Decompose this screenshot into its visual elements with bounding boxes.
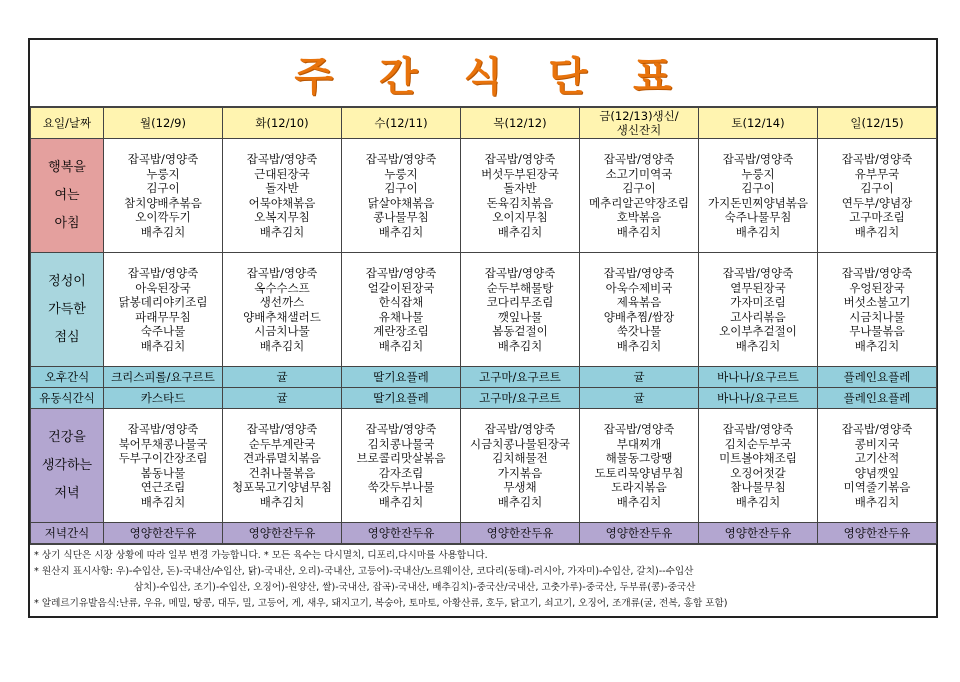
menu-item: 잡곡밥/영양죽 bbox=[127, 266, 199, 280]
menu-item: 시금치콩나물된장국 bbox=[470, 436, 570, 451]
menu-item: 미역줄기볶음 bbox=[843, 480, 911, 494]
breakfast-menu-cell bbox=[818, 139, 937, 253]
note-line: 삼치)-수입산, 조기)-수입산, 오징어)-원양산, 쌀)-국내산, 잡곡)-국내산, 배추김치)-중국산/국내산, 고춧가루)-중국산, 두부류(콩)-중국산 bbox=[134, 582, 696, 593]
breakfast-label bbox=[31, 139, 104, 253]
menu-item: 배추김치 bbox=[616, 338, 662, 353]
menu-item: 닭봉데리야키조림 bbox=[118, 295, 208, 309]
menu-item: 무생채 bbox=[503, 480, 537, 494]
menu-item: 잡곡밥/영양죽 bbox=[484, 422, 556, 436]
menu-item: 도토리묵양념무침 bbox=[594, 465, 684, 480]
breakfast-menu-cell bbox=[580, 139, 699, 253]
day-header: 월(12/9) bbox=[104, 108, 223, 139]
menu-item: 잡곡밥/영양죽 bbox=[841, 152, 913, 166]
menu-item: 오이부추겉절이 bbox=[719, 324, 797, 338]
menu-item: 건취나물볶음 bbox=[248, 465, 316, 480]
dinner-label bbox=[31, 409, 104, 523]
label-line: 저녁 bbox=[54, 485, 80, 501]
menu-item: 봄동나물 bbox=[140, 465, 186, 480]
day-header: 금(12/13)생신/ 생신잔치 bbox=[580, 108, 699, 139]
liquid-snack-cell: 딸기요플레 bbox=[342, 388, 461, 409]
evening-snack-label: 저녁간식 bbox=[31, 523, 104, 544]
menu-item: 잡곡밥/영양죽 bbox=[365, 422, 437, 436]
menu-item: 양배추채샐러드 bbox=[243, 309, 321, 324]
dinner-menu-cell bbox=[818, 409, 937, 523]
menu-item: 돌자반 bbox=[503, 181, 537, 195]
label-line: 행복을 bbox=[48, 159, 86, 175]
menu-item: 고구마조림 bbox=[849, 210, 905, 224]
afternoon-snack-cell: 딸기요플레 bbox=[342, 367, 461, 388]
menu-item: 파래무무침 bbox=[135, 309, 191, 324]
menu-item: 가지볶음 bbox=[497, 465, 543, 480]
dinner-menu-cell bbox=[104, 409, 223, 523]
dinner-menu-cell bbox=[342, 409, 461, 523]
dinner-menu-cell bbox=[699, 409, 818, 523]
dinner-menu-cell bbox=[580, 409, 699, 523]
menu-item: 김구이 bbox=[384, 181, 418, 195]
menu-item: 김구이 bbox=[741, 181, 775, 195]
menu-item: 제육볶음 bbox=[616, 295, 662, 309]
afternoon-snack-row bbox=[31, 367, 937, 388]
menu-item: 배추김치 bbox=[735, 494, 781, 509]
note-line: * 상기 식단은 시장 상황에 따라 일부 변경 가능합니다. * 모든 육수는 다시멸치, 디포리,다시마를 사용합니다. bbox=[34, 550, 488, 561]
evening-snack-cell: 영양한잔두유 bbox=[580, 523, 699, 544]
page-title: 주간식단표 bbox=[294, 53, 718, 100]
menu-item: 배추김치 bbox=[140, 224, 186, 239]
menu-item: 쑥갓나물 bbox=[616, 324, 662, 338]
menu-item: 청포묵고기양념무침 bbox=[232, 480, 332, 494]
evening-snack-cell: 영양한잔두유 bbox=[342, 523, 461, 544]
menu-item: 메추리알곤약장조림 bbox=[589, 195, 689, 210]
menu-item: 김구이 bbox=[146, 181, 180, 195]
menu-item: 배추김치 bbox=[259, 224, 305, 239]
menu-item: 닭살야채볶음 bbox=[367, 195, 435, 210]
menu-item: 배추김치 bbox=[378, 224, 424, 239]
menu-item: 아욱수제비국 bbox=[605, 280, 673, 295]
lunch-label bbox=[31, 253, 104, 367]
menu-item: 미트볼야채조림 bbox=[719, 451, 797, 465]
menu-item: 배추김치 bbox=[735, 224, 781, 239]
note-line: * 알레르기유발음식:난류, 우유, 메밀, 땅콩, 대두, 밀, 고등어, 게, 새우, 돼지고기, 복숭아, 토마토, 아황산류, 호두, 닭고기, 쇠고기, 오징어, 조개류(굴, 전복, 홍합 포함) bbox=[34, 598, 728, 609]
menu-item: 잡곡밥/영양죽 bbox=[246, 422, 318, 436]
evening-snack-cell: 영양한잔두유 bbox=[104, 523, 223, 544]
afternoon-snack-label: 오후간식 bbox=[31, 367, 104, 388]
menu-item: 배추김치 bbox=[616, 224, 662, 239]
menu-item: 잡곡밥/영양죽 bbox=[484, 152, 556, 166]
menu-item: 버섯두부된장국 bbox=[481, 166, 559, 181]
menu-item: 옥수수스프 bbox=[254, 280, 310, 295]
menu-item: 북어무채콩나물국 bbox=[118, 436, 208, 451]
menu-item: 유부무국 bbox=[854, 166, 900, 181]
liquid-snack-cell: 고구마/요구르트 bbox=[461, 388, 580, 409]
menu-item: 고기산적 bbox=[854, 451, 900, 465]
menu-item: 잡곡밥/영양죽 bbox=[484, 266, 556, 280]
lunch-menu-cell bbox=[104, 253, 223, 367]
menu-item: 김구이 bbox=[622, 181, 656, 195]
lunch-menu-cell bbox=[580, 253, 699, 367]
evening-snack-row bbox=[31, 523, 937, 544]
menu-item: 잡곡밥/영양죽 bbox=[127, 422, 199, 436]
menu-item: 쑥갓두부나물 bbox=[367, 480, 435, 494]
menu-item: 시금치나물 bbox=[254, 324, 310, 338]
menu-item: 배추김치 bbox=[854, 224, 900, 239]
menu-item: 소고기미역국 bbox=[605, 166, 673, 181]
menu-item: 김치순두부국 bbox=[724, 436, 792, 451]
menu-item: 숙주나물무침 bbox=[724, 210, 792, 224]
menu-item: 양념깻잎 bbox=[854, 465, 900, 480]
menu-item: 돌자반 bbox=[265, 181, 299, 195]
menu-item: 배추김치 bbox=[259, 338, 305, 353]
menu-item: 무나물볶음 bbox=[849, 324, 905, 338]
day-header: 일(12/15) bbox=[818, 108, 937, 139]
dinner-row bbox=[31, 409, 937, 523]
menu-item: 얼갈이된장국 bbox=[367, 280, 435, 295]
menu-item: 두부구이간장조림 bbox=[118, 451, 208, 465]
afternoon-snack-cell: 크리스피롤/요구르트 bbox=[104, 367, 223, 388]
title-bar bbox=[30, 40, 936, 107]
menu-item: 잡곡밥/영양죽 bbox=[127, 152, 199, 166]
liquid-snack-cell: 카스타드 bbox=[104, 388, 223, 409]
menu-item: 잡곡밥/영양죽 bbox=[722, 422, 794, 436]
menu-item: 잡곡밥/영양죽 bbox=[365, 266, 437, 280]
menu-item: 잡곡밥/영양죽 bbox=[841, 266, 913, 280]
label-line: 여는 bbox=[54, 187, 80, 203]
menu-item: 순두부계란국 bbox=[248, 436, 316, 451]
menu-item: 잡곡밥/영양죽 bbox=[603, 152, 675, 166]
note-line: * 원산지 표시사항: 우)-수입산, 돈)-국내산/수입산, 닭)-국내산, 오리)-국내산, 고등어)-국내산/노르웨이산, 코다리(동태)-러시아, 가자미)-수입산, 갈치)--수입산 bbox=[34, 566, 694, 577]
menu-item: 감자조림 bbox=[378, 465, 424, 480]
evening-snack-cell: 영양한잔두유 bbox=[223, 523, 342, 544]
menu-item: 고사리볶음 bbox=[730, 309, 786, 324]
breakfast-menu-cell bbox=[699, 139, 818, 253]
lunch-menu-cell bbox=[342, 253, 461, 367]
liquid-snack-cell: 플레인요플레 bbox=[818, 388, 937, 409]
menu-item: 봄동겉절이 bbox=[492, 324, 548, 338]
evening-snack-cell: 영양한잔두유 bbox=[461, 523, 580, 544]
menu-item: 버섯소불고기 bbox=[843, 295, 911, 309]
liquid-snack-cell: 바나나/요구르트 bbox=[699, 388, 818, 409]
menu-item: 오이지무침 bbox=[492, 210, 548, 224]
menu-item: 연근조림 bbox=[140, 480, 186, 494]
menu-item: 잡곡밥/영양죽 bbox=[246, 152, 318, 166]
menu-item: 열무된장국 bbox=[730, 280, 786, 295]
label-line: 가득한 bbox=[48, 301, 86, 317]
afternoon-snack-cell: 고구마/요구르트 bbox=[461, 367, 580, 388]
menu-item: 잡곡밥/영양죽 bbox=[603, 422, 675, 436]
menu-item: 배추김치 bbox=[854, 338, 900, 353]
menu-item: 호박볶음 bbox=[616, 210, 662, 224]
label-line: 아침 bbox=[54, 215, 80, 231]
menu-item: 콩나물무침 bbox=[373, 210, 429, 224]
liquid-snack-label: 유동식간식 bbox=[31, 388, 104, 409]
menu-item: 배추김치 bbox=[616, 494, 662, 509]
menu-item: 유채나물 bbox=[378, 309, 424, 324]
day-header: 화(12/10) bbox=[223, 108, 342, 139]
menu-item: 잡곡밥/영양죽 bbox=[365, 152, 437, 166]
menu-item: 누룽지 bbox=[741, 166, 775, 181]
menu-item: 브로콜리맛살볶음 bbox=[356, 451, 446, 465]
liquid-snack-cell: 귤 bbox=[580, 388, 699, 409]
menu-item: 순두부해물탕 bbox=[486, 280, 554, 295]
notes bbox=[30, 544, 936, 616]
lunch-menu-cell bbox=[818, 253, 937, 367]
menu-item: 배추김치 bbox=[378, 494, 424, 509]
evening-snack-cell: 영양한잔두유 bbox=[699, 523, 818, 544]
menu-item: 우엉된장국 bbox=[849, 280, 905, 295]
breakfast-menu-cell bbox=[104, 139, 223, 253]
breakfast-menu-cell bbox=[342, 139, 461, 253]
menu-item: 숙주나물 bbox=[140, 324, 186, 338]
menu-item: 누룽지 bbox=[146, 166, 180, 181]
afternoon-snack-cell: 바나나/요구르트 bbox=[699, 367, 818, 388]
menu-item: 배추김치 bbox=[378, 338, 424, 353]
breakfast-row bbox=[31, 139, 937, 253]
menu-item: 잡곡밥/영양죽 bbox=[603, 266, 675, 280]
menu-item: 김치콩나물국 bbox=[367, 436, 435, 451]
menu-item: 오징어젓갈 bbox=[730, 465, 786, 480]
afternoon-snack-cell: 귤 bbox=[223, 367, 342, 388]
lunch-menu-cell bbox=[461, 253, 580, 367]
menu-item: 참치양배추볶음 bbox=[124, 195, 202, 210]
menu-item: 누룽지 bbox=[384, 166, 418, 181]
menu-item: 계란장조림 bbox=[373, 324, 429, 338]
menu-item: 코다리무조림 bbox=[486, 295, 554, 309]
menu-item: 연두부/양념장 bbox=[841, 195, 913, 210]
menu-item: 잡곡밥/영양죽 bbox=[722, 152, 794, 166]
menu-item: 배추김치 bbox=[735, 338, 781, 353]
menu-item: 가자미조림 bbox=[730, 295, 786, 309]
menu-item: 부대찌개 bbox=[616, 436, 662, 451]
header-row bbox=[31, 108, 937, 139]
header-label: 요일/날짜 bbox=[31, 108, 104, 139]
label-line: 점심 bbox=[54, 329, 80, 345]
afternoon-snack-cell: 플레인요플레 bbox=[818, 367, 937, 388]
day-header: 수(12/11) bbox=[342, 108, 461, 139]
liquid-snack-row bbox=[31, 388, 937, 409]
breakfast-menu-cell bbox=[461, 139, 580, 253]
evening-snack-cell: 영양한잔두유 bbox=[818, 523, 937, 544]
menu-item: 견과류멸치볶음 bbox=[243, 451, 321, 465]
menu-item: 잡곡밥/영양죽 bbox=[246, 266, 318, 280]
menu-table bbox=[30, 107, 937, 544]
menu-item: 잡곡밥/영양죽 bbox=[722, 266, 794, 280]
lunch-row bbox=[31, 253, 937, 367]
menu-item: 콩비지국 bbox=[854, 436, 900, 451]
menu-item: 한식잡채 bbox=[378, 295, 424, 309]
day-header: 토(12/14) bbox=[699, 108, 818, 139]
menu-item: 오복지무침 bbox=[254, 210, 310, 224]
menu-item: 해물동그랑땡 bbox=[605, 451, 673, 465]
lunch-menu-cell bbox=[699, 253, 818, 367]
menu-item: 배추김치 bbox=[259, 494, 305, 509]
afternoon-snack-cell: 귤 bbox=[580, 367, 699, 388]
menu-item: 김치해물전 bbox=[492, 451, 548, 465]
menu-item: 양배추찜/쌈장 bbox=[603, 309, 675, 324]
menu-item: 가지돈민찌양념볶음 bbox=[708, 195, 808, 210]
liquid-snack-cell: 귤 bbox=[223, 388, 342, 409]
menu-item: 깻잎나물 bbox=[497, 309, 543, 324]
menu-item: 참나물무침 bbox=[730, 480, 786, 494]
day-header: 목(12/12) bbox=[461, 108, 580, 139]
label-line: 생각하는 bbox=[41, 457, 93, 473]
menu-item: 배추김치 bbox=[497, 494, 543, 509]
menu-item: 돈육김치볶음 bbox=[486, 195, 554, 210]
menu-item: 어묵야채볶음 bbox=[248, 195, 316, 210]
label-line: 정성이 bbox=[48, 273, 86, 289]
menu-item: 오이깍두기 bbox=[135, 210, 191, 224]
menu-item: 배추김치 bbox=[140, 338, 186, 353]
menu-item: 생선까스 bbox=[259, 295, 305, 309]
menu-item: 배추김치 bbox=[140, 494, 186, 509]
menu-sheet bbox=[28, 38, 938, 618]
menu-item: 배추김치 bbox=[497, 338, 543, 353]
label-line: 건강을 bbox=[48, 429, 86, 445]
menu-item: 배추김치 bbox=[854, 494, 900, 509]
lunch-menu-cell bbox=[223, 253, 342, 367]
menu-item: 시금치나물 bbox=[849, 309, 905, 324]
menu-item: 도라지볶음 bbox=[611, 480, 667, 494]
breakfast-menu-cell bbox=[223, 139, 342, 253]
menu-item: 잡곡밥/영양죽 bbox=[841, 422, 913, 436]
dinner-menu-cell bbox=[223, 409, 342, 523]
menu-item: 아욱된장국 bbox=[135, 280, 191, 295]
menu-item: 근대된장국 bbox=[254, 166, 310, 181]
menu-item: 배추김치 bbox=[497, 224, 543, 239]
dinner-menu-cell bbox=[461, 409, 580, 523]
menu-item: 김구이 bbox=[860, 181, 894, 195]
